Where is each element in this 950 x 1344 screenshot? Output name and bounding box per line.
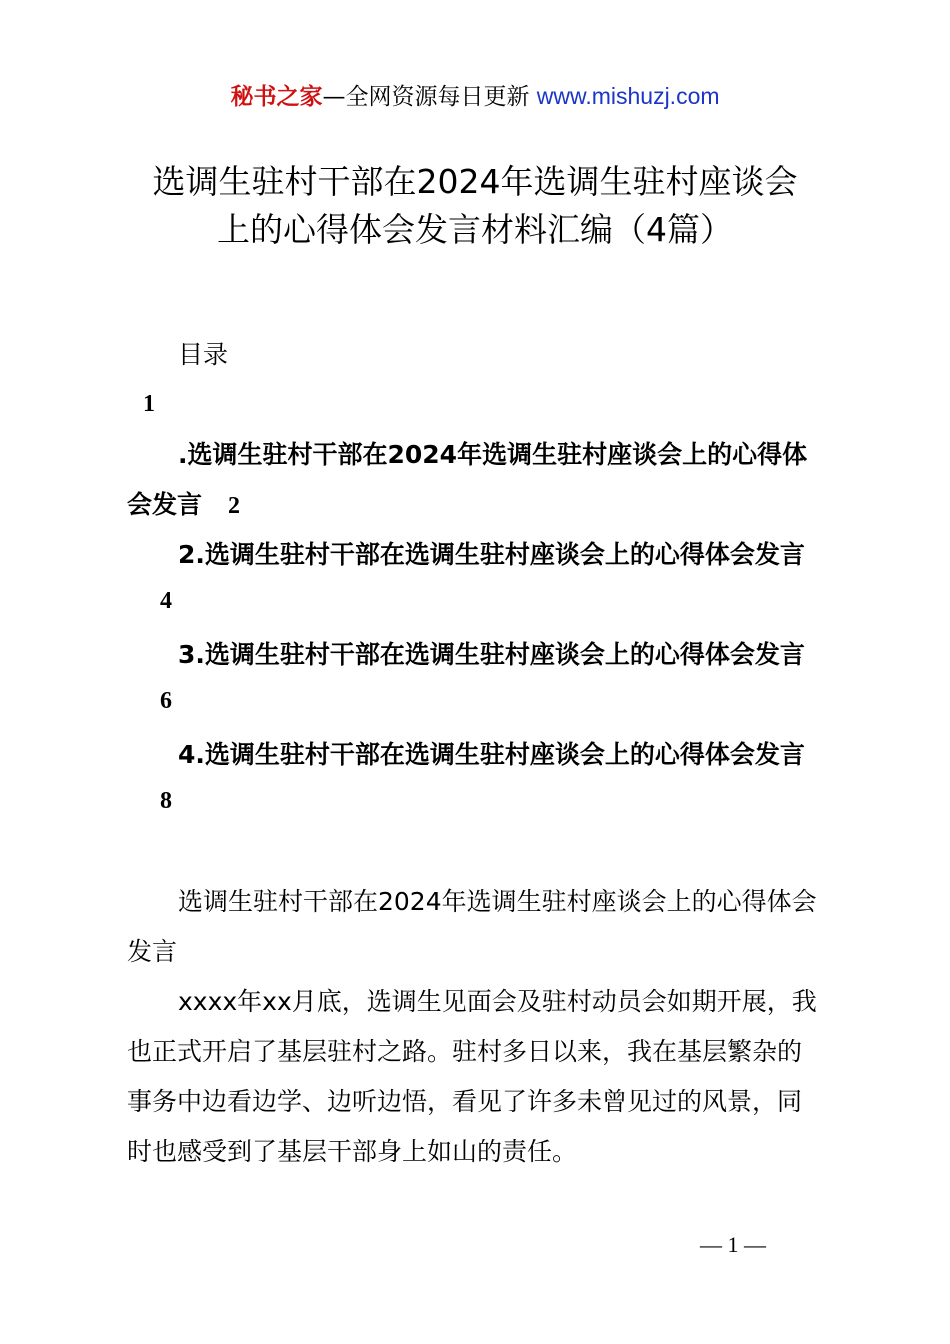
title-line-1: 选调生驻村干部在2024年选调生驻村座谈会	[152, 162, 798, 201]
section-title-line-1: 选调生驻村干部在2024年选调生驻村座谈会上的心得体会	[178, 887, 817, 916]
paragraph-line-3: 事务中边看边学、边听边悟，看见了许多未曾见过的风景，同	[127, 1087, 803, 1116]
document-title	[80, 158, 870, 254]
site-banner	[0, 80, 950, 113]
toc-lead-number: 1	[143, 391, 155, 417]
toc-item-1-line-1[interactable]: .选调生驻村干部在2024年选调生驻村座谈会上的心得体	[178, 440, 808, 469]
toc-item-2-page: 4	[160, 588, 172, 614]
page-number: — 1 —	[700, 1232, 766, 1257]
title-line-2: 上的心得体会发言材料汇编（4篇）	[217, 210, 733, 249]
toc-item-2[interactable]: 2.选调生驻村干部在选调生驻村座谈会上的心得体会发言	[178, 540, 805, 569]
paragraph-line-4: 时也感受到了基层干部身上如山的责任。	[127, 1137, 578, 1166]
toc-heading: 目录	[178, 340, 229, 369]
toc-item-4[interactable]: 4.选调生驻村干部在选调生驻村座谈会上的心得体会发言	[178, 740, 805, 769]
banner-tagline: —全网资源每日更新	[322, 84, 537, 110]
toc-item-3-page: 6	[160, 688, 172, 714]
site-url-link[interactable]: www.mishuzj.com	[536, 83, 720, 109]
paragraph-line-2: 也正式开启了基层驻村之路。驻村多日以来，我在基层繁杂的	[127, 1037, 803, 1066]
brand-name: 秘书之家	[230, 84, 323, 110]
toc-item-1-line-2[interactable]	[127, 488, 240, 523]
toc-item-1-page: 2	[228, 493, 241, 519]
paragraph-line-1: xxxx年xx月底，选调生见面会及驻村动员会如期开展，我	[178, 987, 817, 1016]
toc-item-3[interactable]: 3.选调生驻村干部在选调生驻村座谈会上的心得体会发言	[178, 640, 805, 669]
toc-item-1-text: 会发言	[127, 490, 203, 519]
toc-item-4-page: 8	[160, 788, 172, 814]
section-title-line-2: 发言	[127, 937, 178, 966]
